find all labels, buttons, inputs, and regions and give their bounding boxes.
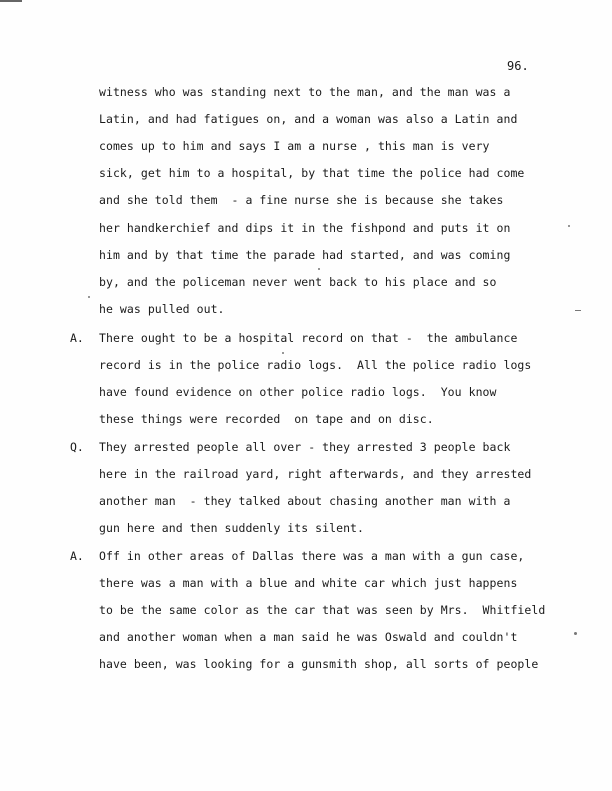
text-line: by, and the policeman never went back to his place and so	[99, 275, 497, 289]
text-line: comes up to him and says I am a nurse , this man is very	[99, 139, 490, 153]
scan-speck	[574, 632, 577, 635]
text-line: he was pulled out.	[99, 302, 225, 316]
text-line: and she told them - a fine nurse she is because she takes	[99, 193, 504, 207]
text-line: these things were recorded on tape and on disc.	[99, 412, 434, 426]
text-line: There ought to be a hospital record on that - the ambulance	[99, 331, 518, 345]
speaker-label: A.	[70, 549, 84, 563]
scan-speck	[88, 296, 90, 298]
scan-speck	[575, 310, 581, 311]
speaker-label: A.	[70, 331, 84, 345]
scan-corner-mark	[0, 0, 22, 2]
text-line: her handkerchief and dips it in the fishpond and puts it on	[99, 221, 511, 235]
text-line: here in the railroad yard, right afterwards, and they arrested	[99, 467, 532, 481]
scan-speck	[282, 352, 284, 354]
scan-speck	[568, 225, 570, 227]
text-line: Latin, and had fatigues on, and a woman was also a Latin and	[99, 112, 518, 126]
text-line: They arrested people all over - they arrested 3 people back	[99, 440, 511, 454]
text-line: another man - they talked about chasing another man with a	[99, 494, 511, 508]
speaker-label: Q.	[70, 440, 84, 454]
text-line: gun here and then suddenly its silent.	[99, 521, 364, 535]
text-line: have been, was looking for a gunsmith shop, all sorts of people	[99, 657, 539, 671]
text-line: there was a man with a blue and white car which just happens	[99, 576, 518, 590]
text-line: him and by that time the parade had started, and was coming	[99, 248, 511, 262]
text-line: and another woman when a man said he was Oswald and couldn't	[99, 630, 518, 644]
text-line: record is in the police radio logs. All the police radio logs	[99, 358, 532, 372]
text-line: witness who was standing next to the man, and the man was a	[99, 85, 511, 99]
scan-speck	[318, 268, 320, 270]
text-line: Off in other areas of Dallas there was a man with a gun case,	[99, 549, 525, 563]
page-number: 96.	[507, 59, 529, 73]
text-line: have found evidence on other police radio logs. You know	[99, 385, 497, 399]
text-line: to be the same color as the car that was seen by Mrs. Whitfield	[99, 603, 546, 617]
text-line: sick, get him to a hospital, by that time the police had come	[99, 166, 525, 180]
